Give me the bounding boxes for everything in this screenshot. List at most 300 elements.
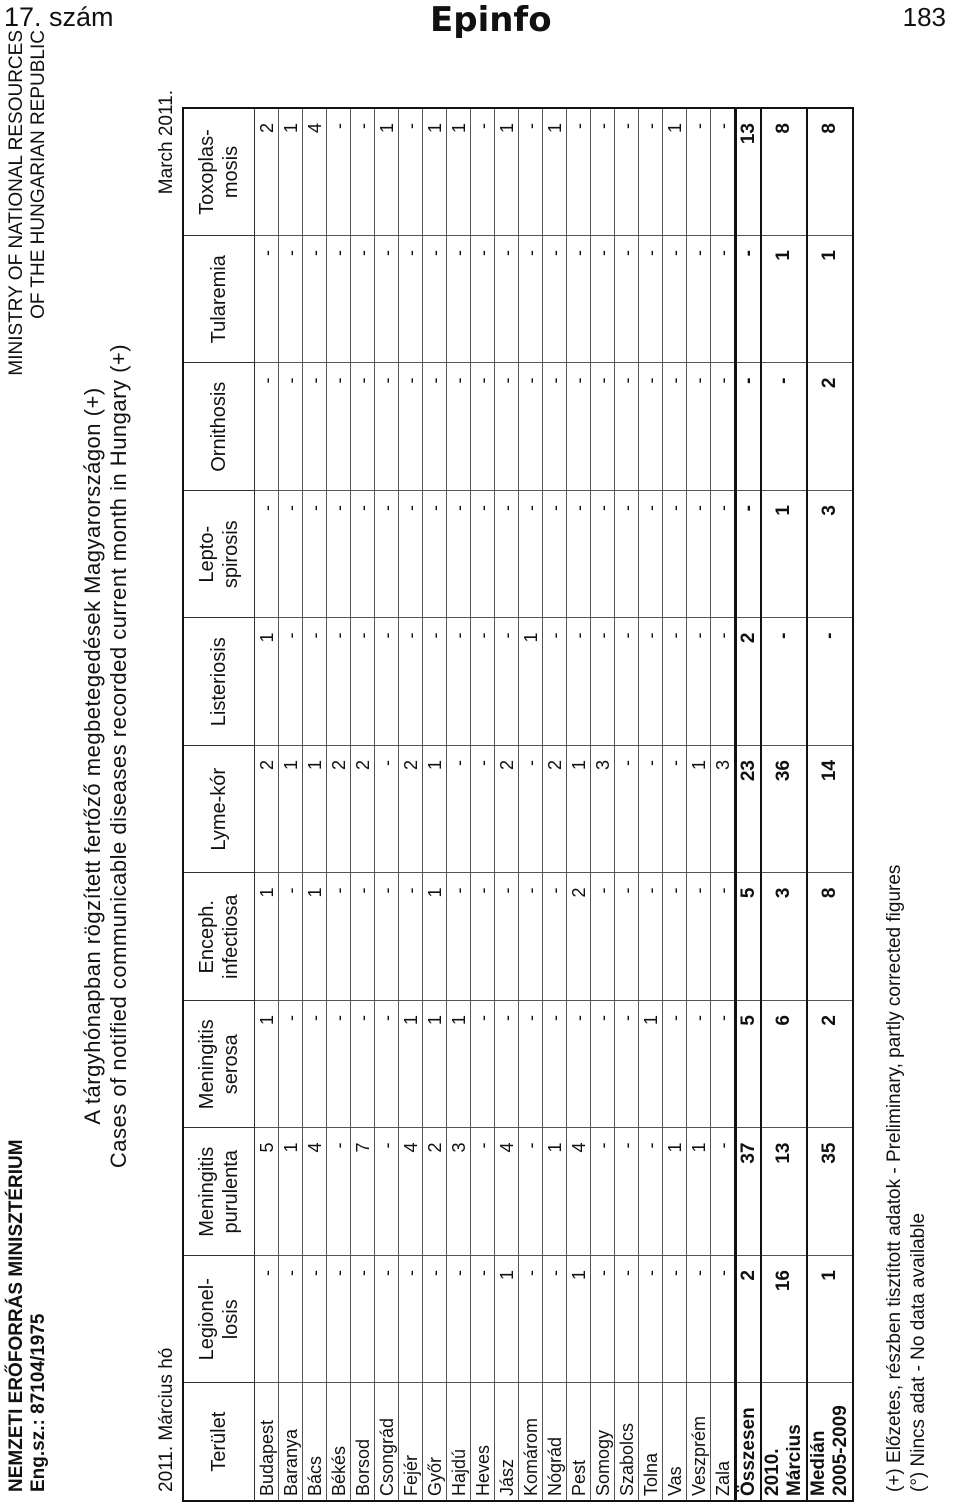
case-count: 35	[807, 1128, 853, 1256]
case-count: -	[615, 618, 639, 746]
ministry-republic: OF THE HUNGARIAN REPUBLIC	[28, 30, 49, 319]
case-count: -	[639, 746, 663, 874]
case-count: -	[807, 618, 853, 746]
case-count: 3	[711, 746, 736, 874]
region-name: Bács	[303, 1383, 327, 1501]
case-count: -	[399, 491, 423, 619]
case-count: -	[567, 491, 591, 619]
case-count: -	[663, 746, 687, 874]
case-count: -	[591, 873, 615, 1001]
case-count: -	[375, 491, 399, 619]
table-row	[255, 108, 279, 1501]
case-count: 4	[399, 1128, 423, 1256]
case-count: -	[327, 1001, 351, 1129]
table-row	[303, 108, 327, 1501]
case-count: -	[567, 236, 591, 364]
table-row	[807, 108, 853, 1501]
case-count: -	[591, 618, 615, 746]
case-count: -	[543, 1256, 567, 1384]
case-count: 1	[255, 873, 279, 1001]
case-count: 5	[255, 1128, 279, 1256]
case-count: -	[639, 873, 663, 1001]
case-count: -	[471, 236, 495, 364]
case-count: -	[663, 236, 687, 364]
case-count: -	[423, 1256, 447, 1384]
case-count: -	[495, 873, 519, 1001]
table-row	[375, 108, 399, 1501]
footnote-no-data: (°) Nincs adat - No data available	[908, 1212, 929, 1492]
case-count: -	[375, 363, 399, 491]
case-count: 1	[761, 491, 807, 619]
region-name: Borsod	[351, 1383, 375, 1501]
case-count: -	[687, 618, 711, 746]
column-header: Meningitis serosa	[183, 1001, 255, 1129]
case-count: -	[303, 491, 327, 619]
case-count: -	[663, 618, 687, 746]
case-count: -	[543, 873, 567, 1001]
case-count: -	[519, 491, 543, 619]
case-count: 36	[761, 746, 807, 874]
case-count: -	[663, 873, 687, 1001]
journal-logo: Epinfo	[430, 0, 552, 40]
ministry-left	[6, 1139, 50, 1492]
table-row	[399, 108, 423, 1501]
column-header: Legionel- losis	[183, 1256, 255, 1384]
case-count: 3	[447, 1128, 471, 1256]
case-count: 1	[687, 1128, 711, 1256]
case-count: -	[399, 363, 423, 491]
case-count: -	[615, 108, 639, 236]
case-count: -	[255, 1256, 279, 1384]
case-count: -	[519, 1128, 543, 1256]
table-row	[761, 108, 807, 1501]
region-name: Nógrád	[543, 1383, 567, 1501]
case-count: -	[615, 491, 639, 619]
case-count: 1	[255, 618, 279, 746]
case-count: 5	[736, 873, 762, 1001]
case-count: -	[279, 1001, 303, 1129]
title-english: Cases of notified communicable diseases recorded current month in Hungary (+)	[106, 343, 131, 1169]
issue-number: 17. szám	[4, 2, 114, 32]
case-count: -	[639, 108, 663, 236]
footnote-preliminary: (+) Előzetes, részben tisztított adatok - Preliminary, partly corrected figures	[884, 864, 905, 1492]
case-count: -	[447, 491, 471, 619]
case-count: -	[255, 491, 279, 619]
case-count: -	[615, 746, 639, 874]
table-row	[711, 108, 736, 1501]
case-count: 1	[423, 1001, 447, 1129]
case-count: 1	[399, 1001, 423, 1129]
case-count: -	[639, 1128, 663, 1256]
case-count: -	[519, 236, 543, 364]
region-name: Tolna	[639, 1383, 663, 1501]
disease-table	[182, 107, 854, 1502]
case-count: -	[543, 491, 567, 619]
case-count: -	[591, 1128, 615, 1256]
case-count: -	[761, 618, 807, 746]
region-name: Összesen	[736, 1383, 762, 1501]
case-count: 1	[279, 746, 303, 874]
case-count: 4	[567, 1128, 591, 1256]
region-name: Baranya	[279, 1383, 303, 1501]
column-header: Lepto- spirosis	[183, 491, 255, 619]
case-count: 5	[736, 1001, 762, 1129]
case-count: 16	[761, 1256, 807, 1384]
case-count: -	[279, 491, 303, 619]
case-count: -	[471, 363, 495, 491]
case-count: -	[471, 873, 495, 1001]
case-count: -	[447, 746, 471, 874]
case-count: -	[399, 873, 423, 1001]
region-name: Győr	[423, 1383, 447, 1501]
region-name: Jász	[495, 1383, 519, 1501]
title-hungarian: A tárgyhónapban rögzített fertőző megbetegedések Magyarországon (+)	[80, 387, 105, 1125]
table-row	[615, 108, 639, 1501]
case-count: -	[279, 873, 303, 1001]
table-row	[687, 108, 711, 1501]
case-count: 4	[495, 1128, 519, 1256]
case-count: 1	[303, 746, 327, 874]
case-count: -	[519, 873, 543, 1001]
case-count: -	[615, 873, 639, 1001]
case-count: -	[687, 491, 711, 619]
case-count: -	[327, 236, 351, 364]
case-count: -	[519, 1001, 543, 1129]
column-header: Toxoplas- mosis	[183, 108, 255, 236]
case-count: -	[711, 1128, 736, 1256]
case-count: -	[471, 746, 495, 874]
case-count: 4	[303, 1128, 327, 1256]
case-count: 3	[761, 873, 807, 1001]
case-count: 2	[807, 1001, 853, 1129]
case-count: 2	[736, 1256, 762, 1384]
case-count: 2	[255, 746, 279, 874]
case-count: -	[351, 1001, 375, 1129]
case-count: 1	[687, 746, 711, 874]
case-count: -	[639, 1256, 663, 1384]
case-count: -	[711, 236, 736, 364]
column-header: Enceph. infectiosa	[183, 873, 255, 1001]
case-count: -	[615, 1256, 639, 1384]
table-row	[663, 108, 687, 1501]
region-name: Komárom	[519, 1383, 543, 1501]
case-count: -	[639, 236, 663, 364]
case-count: -	[471, 1001, 495, 1129]
case-count: -	[255, 236, 279, 364]
case-count: -	[543, 363, 567, 491]
report-date: March 2011.	[156, 90, 177, 195]
table-row	[736, 108, 762, 1501]
case-count: -	[351, 1256, 375, 1384]
case-count: -	[303, 618, 327, 746]
case-count: 1	[519, 618, 543, 746]
case-count: -	[736, 236, 762, 364]
case-count: -	[543, 1001, 567, 1129]
case-count: 2	[543, 746, 567, 874]
case-count: -	[399, 1256, 423, 1384]
case-count: -	[303, 1256, 327, 1384]
case-count: 2	[255, 108, 279, 236]
case-count: -	[375, 746, 399, 874]
case-count: -	[687, 108, 711, 236]
case-count: -	[761, 363, 807, 491]
case-count: -	[447, 1256, 471, 1384]
column-header: Meningitis purulenta	[183, 1128, 255, 1256]
case-count: 8	[761, 108, 807, 236]
region-name: Medián 2005-2009	[807, 1383, 853, 1501]
case-count: -	[615, 236, 639, 364]
case-count: -	[711, 108, 736, 236]
case-count: 1	[447, 1001, 471, 1129]
case-count: -	[495, 491, 519, 619]
case-count: -	[711, 1001, 736, 1129]
region-name: Szabolcs	[615, 1383, 639, 1501]
case-count: -	[687, 1001, 711, 1129]
case-count: -	[447, 236, 471, 364]
table-body	[255, 108, 854, 1501]
table-row	[447, 108, 471, 1501]
case-count: -	[519, 746, 543, 874]
case-count: -	[375, 236, 399, 364]
region-name: Veszprém	[687, 1383, 711, 1501]
case-count: -	[351, 618, 375, 746]
case-count: 1	[447, 108, 471, 236]
case-count: 1	[375, 108, 399, 236]
case-count: -	[471, 108, 495, 236]
region-name: Csongrád	[375, 1383, 399, 1501]
case-count: -	[327, 618, 351, 746]
case-count: -	[495, 618, 519, 746]
region-name: Békés	[327, 1383, 351, 1501]
case-count: 2	[423, 1128, 447, 1256]
case-count: 2	[736, 618, 762, 746]
case-count: -	[567, 108, 591, 236]
case-count: -	[471, 491, 495, 619]
case-count: -	[663, 1001, 687, 1129]
case-count: -	[663, 363, 687, 491]
case-count: -	[495, 1001, 519, 1129]
case-count: -	[327, 108, 351, 236]
case-count: -	[303, 363, 327, 491]
case-count: -	[639, 491, 663, 619]
case-count: 1	[567, 1256, 591, 1384]
case-count: -	[495, 236, 519, 364]
region-name: Heves	[471, 1383, 495, 1501]
case-count: -	[711, 873, 736, 1001]
case-count: -	[447, 873, 471, 1001]
case-count: -	[591, 1001, 615, 1129]
column-header: Listeriosis	[183, 618, 255, 746]
table-row	[471, 108, 495, 1501]
case-count: -	[711, 618, 736, 746]
case-count: -	[375, 1001, 399, 1129]
case-count: -	[663, 491, 687, 619]
case-count: 1	[255, 1001, 279, 1129]
case-count: -	[447, 363, 471, 491]
case-count: 1	[423, 108, 447, 236]
table-row	[351, 108, 375, 1501]
case-count: -	[399, 618, 423, 746]
case-count: -	[279, 1256, 303, 1384]
case-count: -	[711, 491, 736, 619]
table-row	[639, 108, 663, 1501]
case-count: -	[543, 236, 567, 364]
case-count: -	[567, 1001, 591, 1129]
table-header-row	[183, 108, 255, 1501]
region-name: Hajdú	[447, 1383, 471, 1501]
case-count: 37	[736, 1128, 762, 1256]
table-row	[519, 108, 543, 1501]
case-count: -	[591, 363, 615, 491]
case-count: 13	[736, 108, 762, 236]
case-count: -	[736, 491, 762, 619]
table-row	[327, 108, 351, 1501]
case-count: -	[399, 108, 423, 236]
case-count: 1	[663, 108, 687, 236]
case-count: -	[519, 363, 543, 491]
table-row	[591, 108, 615, 1501]
case-count: 2	[399, 746, 423, 874]
column-header: Lyme-kór	[183, 746, 255, 874]
case-count: -	[375, 873, 399, 1001]
case-count: 8	[807, 108, 853, 236]
region-name: Budapest	[255, 1383, 279, 1501]
case-count: 2	[495, 746, 519, 874]
case-count: 1	[303, 873, 327, 1001]
case-count: -	[375, 1128, 399, 1256]
case-count: -	[327, 1128, 351, 1256]
case-count: -	[591, 108, 615, 236]
case-count: 1	[807, 1256, 853, 1384]
case-count: 6	[761, 1001, 807, 1129]
case-count: -	[519, 1256, 543, 1384]
case-count: -	[591, 491, 615, 619]
case-count: 23	[736, 746, 762, 874]
case-count: -	[375, 618, 399, 746]
case-count: -	[615, 1128, 639, 1256]
region-name: 2010. Március	[761, 1383, 807, 1501]
case-count: -	[423, 618, 447, 746]
case-count: -	[423, 491, 447, 619]
case-count: -	[279, 363, 303, 491]
case-count: -	[663, 1256, 687, 1384]
report-period: 2011. Március hó	[156, 1347, 177, 1492]
case-count: -	[687, 363, 711, 491]
case-count: -	[279, 618, 303, 746]
case-count: 1	[495, 108, 519, 236]
case-count: -	[495, 363, 519, 491]
case-count: -	[423, 236, 447, 364]
region-name: Zala	[711, 1383, 736, 1501]
region-name: Somogy	[591, 1383, 615, 1501]
case-count: -	[447, 618, 471, 746]
registration-number: Eng.sz.: 87104/1975	[28, 1313, 49, 1492]
case-count: 3	[807, 491, 853, 619]
case-count: -	[327, 1256, 351, 1384]
case-count: 1	[663, 1128, 687, 1256]
region-name: Pest	[567, 1383, 591, 1501]
ministry-name-en: MINISTRY OF NATIONAL RESOURCES	[6, 30, 27, 376]
case-count: 7	[351, 1128, 375, 1256]
region-name: Fejér	[399, 1383, 423, 1501]
case-count: -	[351, 873, 375, 1001]
case-count: 8	[807, 873, 853, 1001]
table-row	[423, 108, 447, 1501]
table-row	[567, 108, 591, 1501]
case-count: 3	[591, 746, 615, 874]
case-count: -	[615, 363, 639, 491]
case-count: 2	[327, 746, 351, 874]
case-count: -	[303, 236, 327, 364]
case-count: -	[279, 236, 303, 364]
ministry-right	[6, 30, 50, 376]
case-count: 4	[303, 108, 327, 236]
case-count: -	[375, 1256, 399, 1384]
case-count: -	[687, 873, 711, 1001]
region-name: Vas	[663, 1383, 687, 1501]
case-count: -	[399, 236, 423, 364]
case-count: -	[423, 363, 447, 491]
case-count: -	[327, 363, 351, 491]
case-count: -	[736, 363, 762, 491]
case-count: 1	[761, 236, 807, 364]
case-count: -	[711, 1256, 736, 1384]
ministry-name-hu: NEMZETI ERŐFORRÁS MINISZTÉRIUM	[6, 1139, 27, 1492]
case-count: -	[351, 491, 375, 619]
table-row	[495, 108, 519, 1501]
page-number: 183	[902, 2, 946, 32]
case-count: 2	[351, 746, 375, 874]
case-count: -	[255, 363, 279, 491]
case-count: 1	[423, 746, 447, 874]
case-count: 1	[423, 873, 447, 1001]
case-count: -	[327, 873, 351, 1001]
case-count: -	[519, 108, 543, 236]
case-count: -	[615, 1001, 639, 1129]
case-count: -	[471, 1256, 495, 1384]
case-count: -	[351, 108, 375, 236]
column-header: Tularemia	[183, 236, 255, 364]
case-count: -	[351, 236, 375, 364]
case-count: 1	[279, 1128, 303, 1256]
case-count: -	[567, 363, 591, 491]
case-count: -	[639, 618, 663, 746]
case-count: 2	[807, 363, 853, 491]
case-count: -	[471, 618, 495, 746]
table-row	[279, 108, 303, 1501]
case-count: -	[351, 363, 375, 491]
case-count: 1	[807, 236, 853, 364]
case-count: 1	[495, 1256, 519, 1384]
case-count: 14	[807, 746, 853, 874]
case-count: -	[303, 1001, 327, 1129]
case-count: -	[687, 1256, 711, 1384]
column-header: Ornithosis	[183, 363, 255, 491]
case-count: 1	[543, 108, 567, 236]
case-count: -	[567, 618, 591, 746]
case-count: -	[639, 363, 663, 491]
case-count: -	[327, 491, 351, 619]
table-row	[543, 108, 567, 1501]
case-count: 1	[567, 746, 591, 874]
case-count: -	[591, 1256, 615, 1384]
case-count: 1	[279, 108, 303, 236]
case-count: -	[543, 618, 567, 746]
column-header: Terület	[183, 1383, 255, 1501]
case-count: 13	[761, 1128, 807, 1256]
case-count: -	[591, 236, 615, 364]
case-count: -	[471, 1128, 495, 1256]
